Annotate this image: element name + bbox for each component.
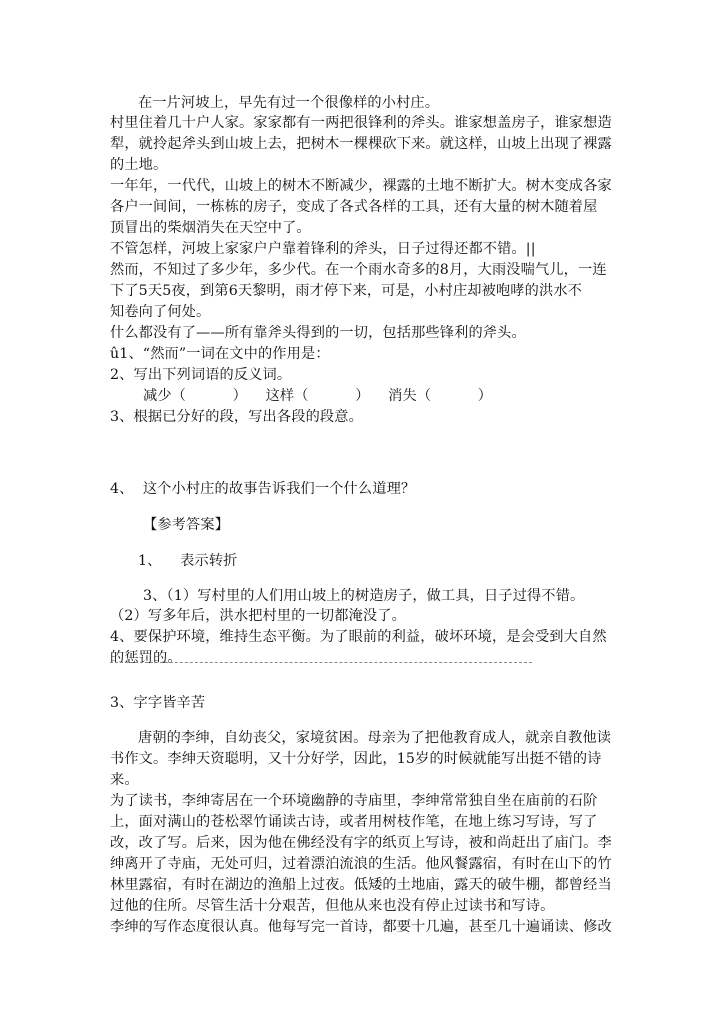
answer-1: 1、 表示转折 — [138, 553, 238, 569]
question-1: û1、“然而”一词在文中的作用是： — [110, 346, 330, 362]
story-line: 改，改了写。后来，因为他在佛经没有字的纸页上写诗，被和尚赶出了庙门。李 — [110, 835, 612, 851]
question-3: 3、根据已分好的段，写出各段的段意。 — [110, 409, 363, 425]
passage-line: 然而，不知过了多少年，多少代。在一个雨水奇多的8月，大雨没喘气儿，一连 — [110, 262, 607, 278]
story-line: 过他的住所。尽管生活十分艰苦，但他从来也没有停止过读书和写诗。 — [110, 898, 555, 914]
story-line: 唐朝的李绅，自幼丧父，家境贫困。母亲为了把他教育成人，就亲自教他读 — [138, 730, 612, 746]
answer-3-part-1: 3、（1）写村里的人们用山坡上的树造房子，做工具，日子过得不错。 — [143, 588, 585, 604]
passage-line: 知卷向了何处。 — [110, 304, 211, 320]
answers-heading: 【参考答案】 — [143, 517, 230, 533]
passage-line: 什么都没有了——所有靠斧头得到的一切，包括那些锋利的斧头。 — [110, 325, 526, 341]
section-divider — [110, 662, 532, 663]
passage-line: 各户一间间，一栋栋的房子，变成了各式各样的工具，还有大量的树木随着屋 — [110, 199, 598, 215]
passage-line: 在一片河坡上，早先有过一个很像样的小村庄。 — [138, 95, 440, 111]
story-line: 林里露宿，有时在湖边的渔船上过夜。低矮的土地庙，露天的破牛棚，都曾经当 — [110, 877, 612, 893]
story-line: 书作文。李绅天资聪明，又十分好学，因此，15岁的时候就能写出挺不错的诗 — [110, 751, 602, 767]
story-line: 来。 — [110, 772, 139, 788]
question-2: 2、写出下列词语的反义词。 — [110, 367, 292, 383]
answer-4-line: 4、要保护环境，维持生态平衡。为了眼前的利益，破坏环境，是会受到大自然 — [110, 629, 607, 645]
question-2-words: 减少（ ） 这样（ ） 消失（ ） — [143, 388, 493, 404]
passage-line: 顶冒出的柴烟消失在天空中了。 — [110, 220, 311, 236]
story-line: 为了读书，李绅寄居在一个环境幽静的寺庙里，李绅常常独自坐在庙前的石阶 — [110, 793, 598, 809]
question-4: 4、 这个小村庄的故事告诉我们一个什么道理？ — [110, 481, 416, 497]
passage-line: 一年年，一代代，山坡上的树木不断减少，裸露的土地不断扩大。树木变成各家 — [110, 178, 612, 194]
passage-line: 村里住着几十户人家。家家都有一两把很锋利的斧头。谁家想盖房子，谁家想造 — [110, 115, 612, 131]
story-title: 3、字字皆辛苦 — [110, 695, 206, 711]
passage-line: 下了5天5夜，到第6天黎明，雨才停下来，可是，小村庄却被咆哮的洪水不 — [110, 283, 582, 299]
answer-4-line: 的惩罚的。 — [110, 650, 182, 666]
passage-line: 犁，就拎起斧头到山坡上去，把树木一棵棵砍下来。就这样，山坡上出现了裸露 — [110, 136, 612, 152]
story-line: 上，面对满山的苍松翠竹诵读古诗，或者用树枝作笔，在地上练习写诗，写了 — [110, 814, 598, 830]
answer-3-part-2: （2）写多年后，洪水把村里的一切都淹没了。 — [110, 608, 406, 624]
passage-line: 不管怎样，河坡上家家户户靠着锋利的斧头，日子过得还都不错。|| — [110, 241, 536, 257]
story-line: 李绅的写作态度很认真。他每写完一首诗，都要十几遍，甚至几十遍诵读、修改 — [110, 919, 612, 935]
passage-line: 的土地。 — [110, 157, 168, 173]
story-line: 绅离开了寺庙，无处可归，过着漂泊流浪的生活。他风餐露宿，有时在山下的竹 — [110, 856, 612, 872]
